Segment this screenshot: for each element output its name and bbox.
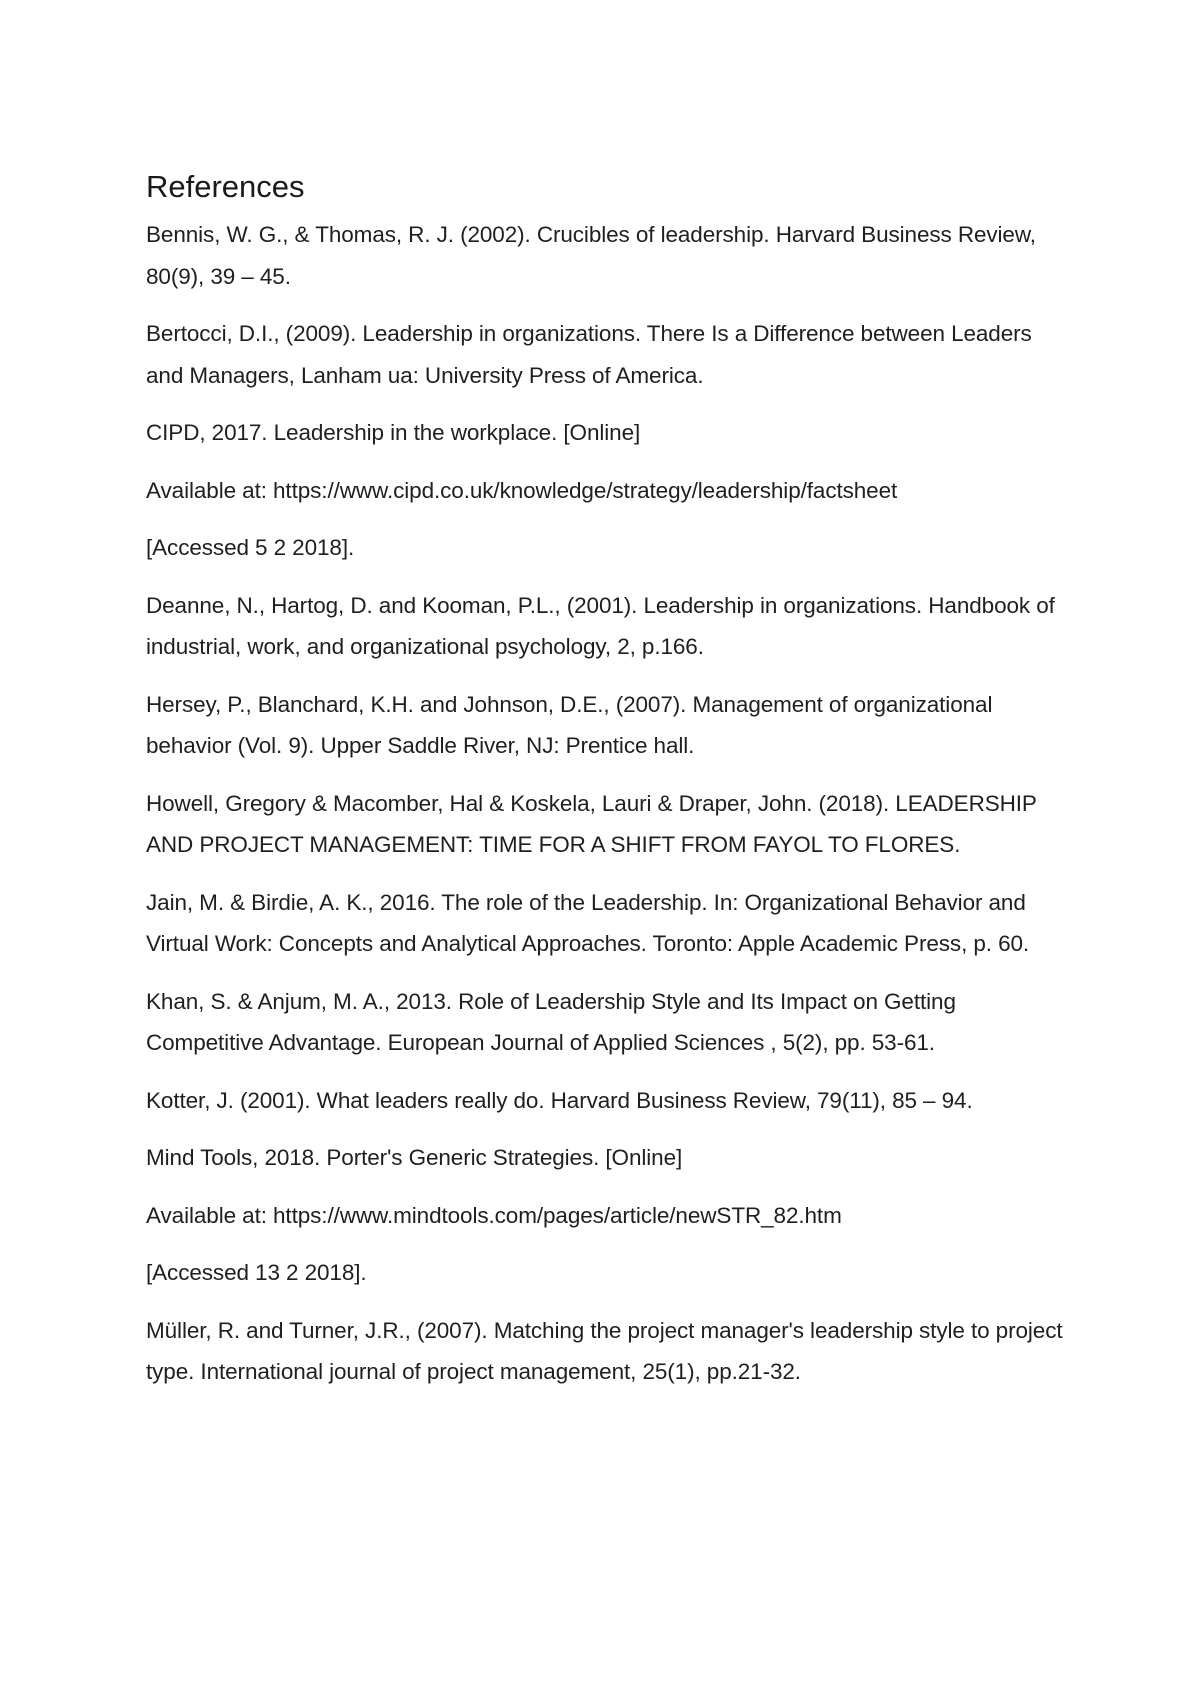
reference-item: CIPD, 2017. Leadership in the workplace. [Online] <box>146 420 641 445</box>
reference-item: Bertocci, D.I., (2009). Leadership in organizations. There Is a Difference between Leaders and Managers, Lanham ua: University Press of America. <box>146 321 1032 388</box>
page-title: References <box>146 169 305 204</box>
reference-item: Bennis, W. G., & Thomas, R. J. (2002). Crucibles of leadership. Harvard Business Review, 80(9), 39 – 45. <box>146 222 1036 289</box>
reference-item: Mind Tools, 2018. Porter's Generic Strategies. [Online] <box>146 1145 683 1170</box>
reference-item: Available at: https://www.mindtools.com/pages/article/newSTR_82.htm <box>146 1202 842 1228</box>
reference-item: Jain, M. & Birdie, A. K., 2016. The role of the Leadership. In: Organizational Behavior and Virtual Work: Concepts and Analytical Approaches. Toronto: Apple Academic Press, p. 60. <box>146 889 1030 956</box>
reference-item: Deanne, N., Hartog, D. and Kooman, P.L., (2001). Leadership in organizations. Handbook of industrial, work, and organizational psychology, 2, p.166. <box>146 592 1055 659</box>
reference-list <box>146 214 1066 1393</box>
reference-item: Müller, R. and Turner, J.R., (2007). Matching the project manager's leadership style to project type. International journal of project management, 25(1), pp.21-32. <box>146 1317 1063 1384</box>
reference-item: [Accessed 5 2 2018]. <box>146 535 355 560</box>
reference-item: Kotter, J. (2001). What leaders really do. Harvard Business Review, 79(11), 85 – 94. <box>146 1087 973 1113</box>
reference-item: Howell, Gregory & Macomber, Hal & Koskela, Lauri & Draper, John. (2018). LEADERSHIP AND PROJECT MANAGEMENT: TIME FOR A SHIFT FROM FAYOL TO FLORES. <box>146 790 1037 857</box>
reference-item: Available at: https://www.cipd.co.uk/knowledge/strategy/leadership/factsheet <box>146 477 898 503</box>
reference-item: Khan, S. & Anjum, M. A., 2013. Role of Leadership Style and Its Impact on Getting Competitive Advantage. European Journal of Applied Sciences , 5(2), pp. 53-61. <box>146 988 956 1055</box>
reference-item: [Accessed 13 2 2018]. <box>146 1260 367 1285</box>
document-content <box>146 168 1066 1409</box>
reference-item: Hersey, P., Blanchard, K.H. and Johnson, D.E., (2007). Management of organizational behavior (Vol. 9). Upper Saddle River, NJ: Prentice hall. <box>146 691 993 758</box>
